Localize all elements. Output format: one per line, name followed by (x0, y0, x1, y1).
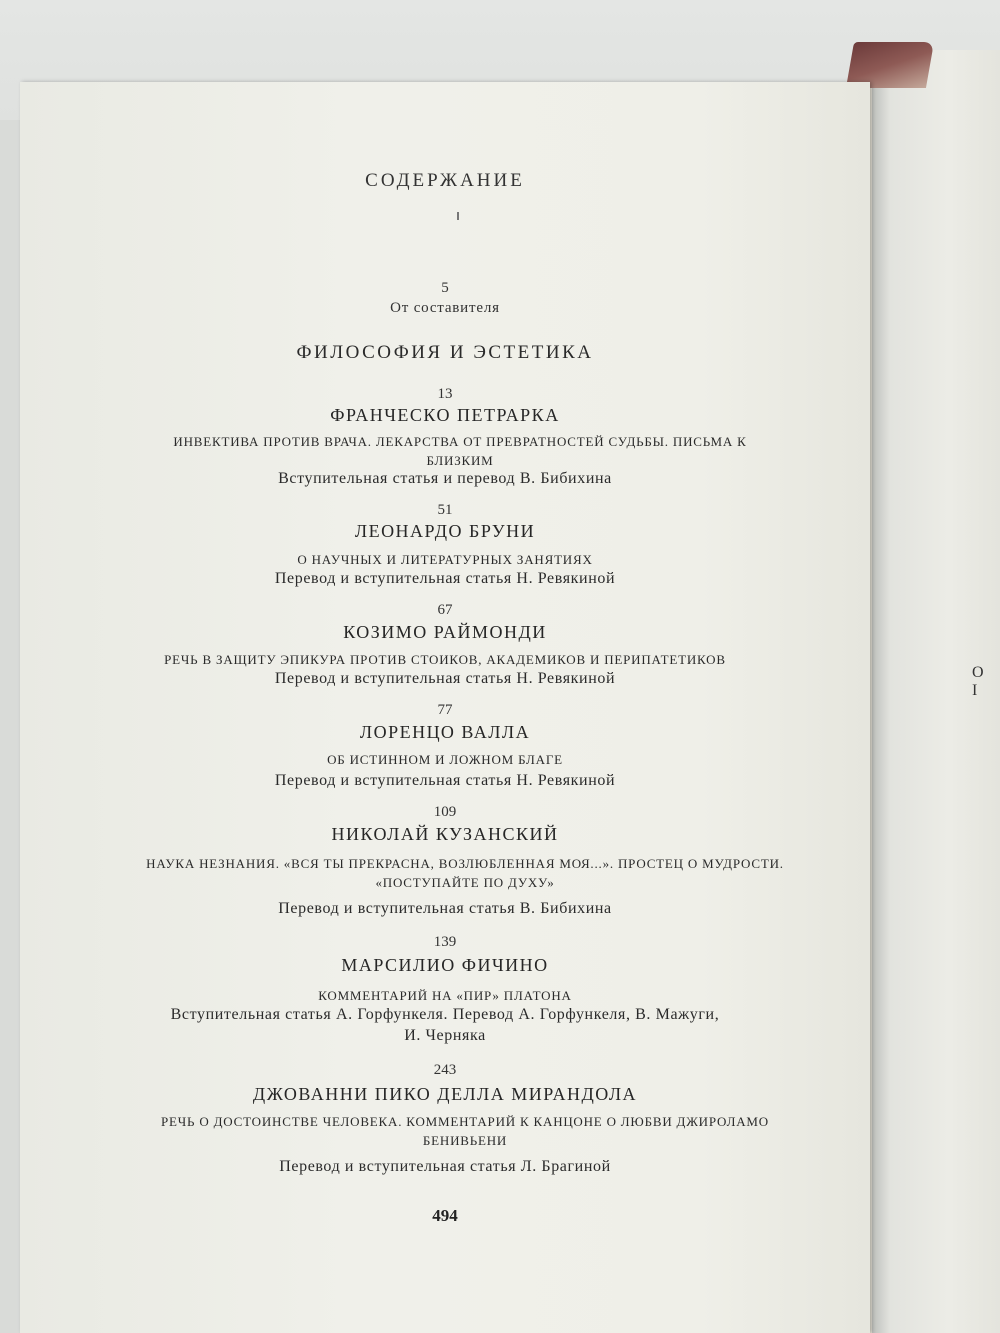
entry-credit: Перевод и вступительная статья В. Бибихина (278, 900, 612, 917)
entry-credit: Перевод и вступительная статья Л. Брагиной (279, 1158, 611, 1175)
entry-author: НИКОЛАЙ КУЗАНСКИЙ (331, 824, 559, 844)
entry-page-number: 13 (437, 386, 453, 402)
facing-page-fragment: О I (972, 664, 987, 699)
entry-credit: Перевод и вступительная статья Н. Ревякиной (274, 670, 616, 687)
entry-author: ЛЕОНАРДО БРУНИ (354, 521, 536, 541)
entry-credit: Перевод и вступительная статья Н. Ревякиной (274, 570, 616, 587)
entry-author: ФРАНЧЕСКО ПЕТРАРКА (330, 405, 560, 425)
entry-works: ОБ ИСТИННОМ И ЛОЖНОМ БЛАГЕ (327, 752, 563, 767)
entry-page-number: 67 (437, 602, 453, 618)
entry-works: ИНВЕКТИВА ПРОТИВ ВРАЧА. ЛЕКАРСТВА ОТ ПРЕВРАТНОСТЕЙ СУДЬБЫ. ПИСЬМА К БЛИЗКИМ (173, 434, 747, 468)
entry-works: РЕЧЬ В ЗАЩИТУ ЭПИКУРА ПРОТИВ СТОИКОВ, АКАДЕМИКОВ И ПЕРИПАТЕТИКОВ (164, 652, 726, 667)
entry-page-number: 77 (437, 702, 453, 718)
page-title: СОДЕРЖАНИЕ (365, 170, 525, 191)
entry-author: КОЗИМО РАЙМОНДИ (343, 622, 547, 642)
entry-page-number: 243 (433, 1062, 457, 1078)
page-number: 494 (432, 1206, 458, 1225)
entry-page-number: 109 (433, 804, 457, 820)
entry-author: ДЖОВАННИ ПИКО ДЕЛЛА МИРАНДОЛА (252, 1084, 638, 1104)
entry-works: НАУКА НЕЗНАНИЯ. «ВСЯ ТЫ ПРЕКРАСНА, ВОЗЛЮБЛЕННАЯ МОЯ...». ПРОСТЕЦ О МУДРОСТИ. «ПОСТУПАЙТЕ ПО ДУХУ» (146, 856, 784, 890)
entry-works: РЕЧЬ О ДОСТОИНСТВЕ ЧЕЛОВЕКА. КОММЕНТАРИЙ К КАНЦОНЕ О ЛЮБВИ ДЖИРОЛАМО БЕНИВЬЕНИ (161, 1114, 769, 1148)
intro-label: От составителя (390, 300, 500, 316)
ink-mark (457, 212, 459, 220)
table-of-contents (20, 82, 870, 1333)
intro-page-number: 5 (441, 280, 449, 296)
entry-author: ЛОРЕНЦО ВАЛЛА (359, 722, 531, 742)
entry-page-number: 139 (433, 934, 457, 950)
entry-credit: Вступительная статья А. Горфункеля. Перевод А. Горфункеля, В. Мажуги, И. Черняка (170, 1006, 720, 1044)
entry-works: О НАУЧНЫХ И ЛИТЕРАТУРНЫХ ЗАНЯТИЯХ (297, 552, 593, 567)
entry-credit: Перевод и вступительная статья Н. Ревякиной (274, 772, 616, 789)
entry-works: КОММЕНТАРИЙ НА «ПИР» ПЛАТОНА (318, 988, 572, 1003)
section-heading: ФИЛОСОФИЯ И ЭСТЕТИКА (296, 342, 594, 363)
entry-page-number: 51 (437, 502, 453, 518)
entry-credit: Вступительная статья и перевод В. Бибихина (278, 470, 612, 487)
entry-author: МАРСИЛИО ФИЧИНО (341, 955, 549, 975)
